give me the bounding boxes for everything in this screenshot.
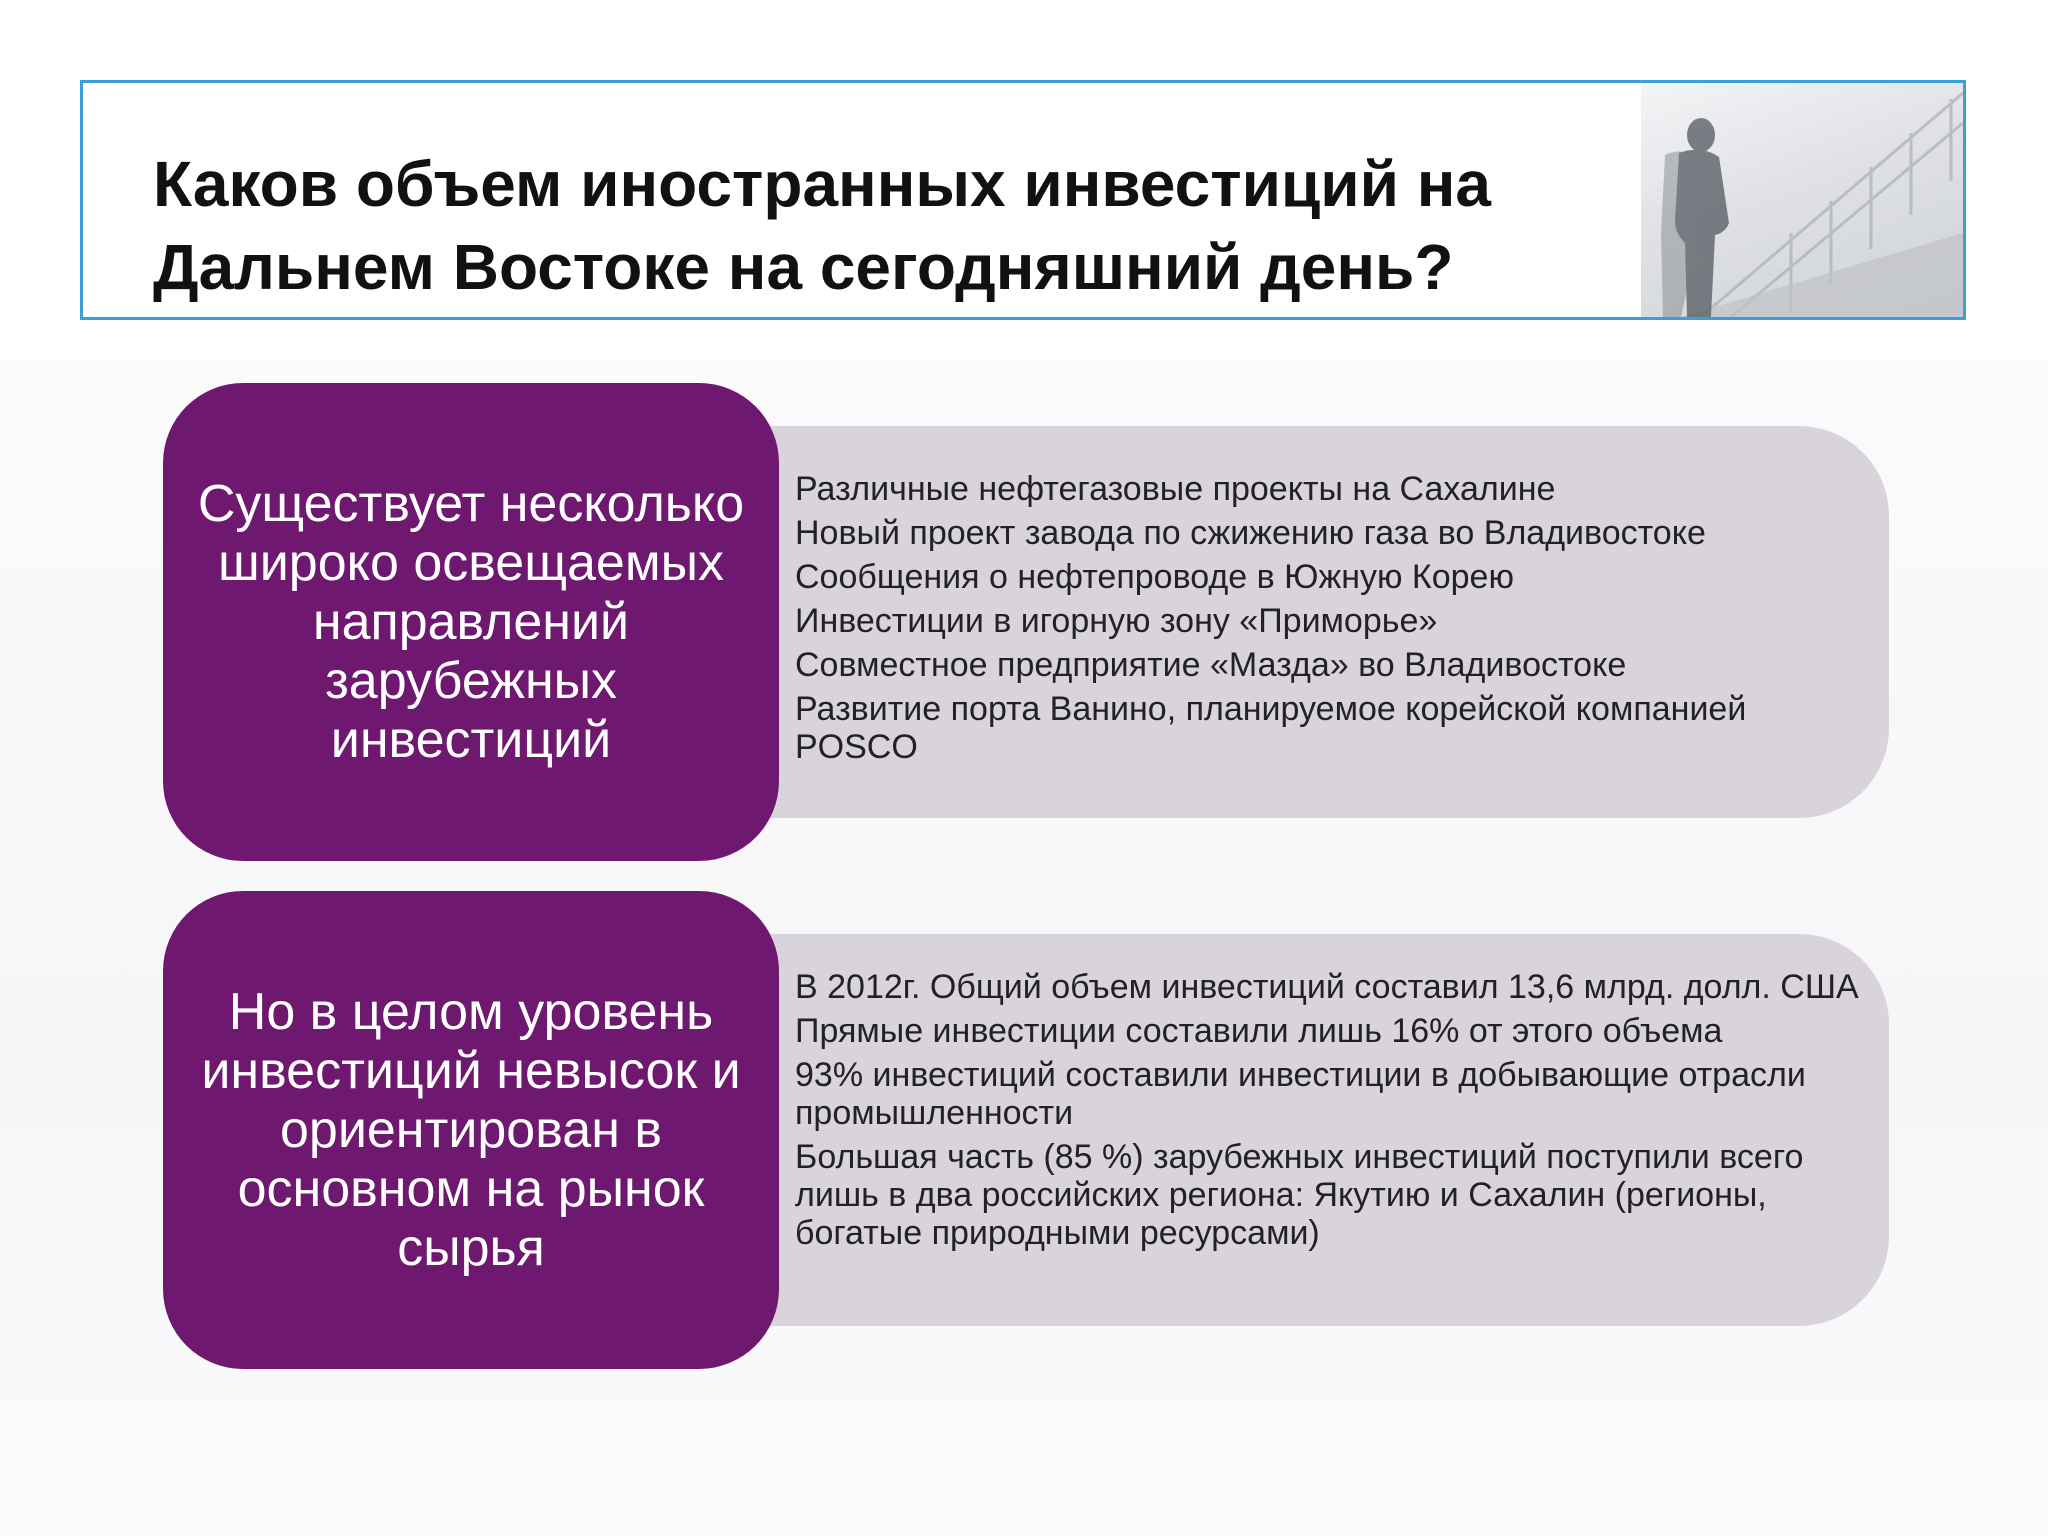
lead-box	[163, 383, 779, 861]
detail-list	[761, 470, 1859, 766]
detail-item: • Большая часть (85 %) зарубежных инвестиций поступили всего лишь в два российских региона: Якутию и Сахалин (регионы, богатые природными ресурсами)	[761, 1138, 1859, 1252]
detail-item: • 93% инвестиций составили инвестиции в добывающие отрасли промышленности	[761, 1056, 1859, 1132]
detail-item: • В 2012г. Общий объем инвестиций составил 13,6 млрд. долл. США	[761, 968, 1859, 1006]
section-widely-covered	[163, 383, 1889, 861]
person-on-stairs-photo	[1641, 83, 1963, 317]
detail-item: • Прямые инвестиции составили лишь 16% от этого объема	[761, 1012, 1859, 1050]
detail-item: • Совместное предприятие «Мазда» во Владивостоке	[761, 646, 1859, 684]
detail-item: • Сообщения о нефтепроводе в Южную Корею	[761, 558, 1859, 596]
detail-list	[761, 968, 1859, 1252]
detail-item: • Развитие порта Ванино, планируемое корейской компанией POSCO	[761, 690, 1859, 766]
detail-item: • Новый проект завода по сжижению газа во Владивостоке	[761, 514, 1859, 552]
section-overall-level	[163, 891, 1889, 1369]
detail-item: • Различные нефтегазовые проекты на Сахалине	[761, 470, 1859, 508]
detail-item: • Инвестиции в игорную зону «Приморье»	[761, 602, 1859, 640]
detail-box	[729, 426, 1889, 818]
lead-text: Существует несколько широко освещаемых направлений зарубежных инвестиций	[197, 474, 745, 769]
lead-text: Но в целом уровень инвестиций невысок и ориентирован в основном на рынок сырья	[201, 982, 741, 1277]
title-banner	[80, 80, 1966, 320]
detail-box	[729, 934, 1889, 1326]
lead-box	[163, 891, 779, 1369]
slide-title: Каков объем иностранных инвестиций на Дальнем Востоке на сегодняшний день?	[153, 148, 1491, 303]
